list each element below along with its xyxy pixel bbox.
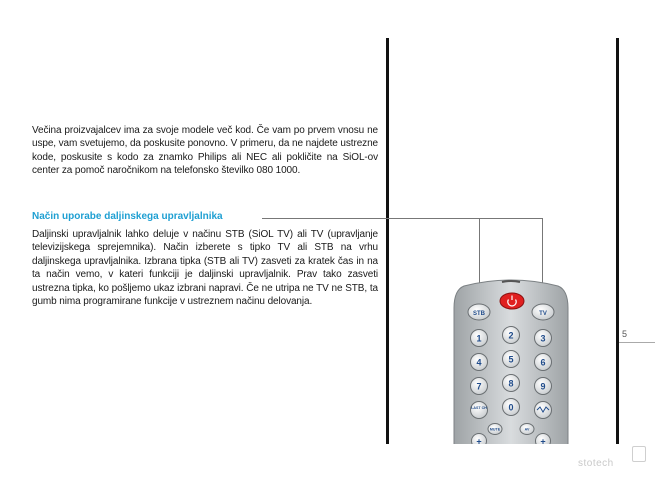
tv-button: [532, 304, 554, 320]
key-3: 3: [540, 333, 546, 344]
intro-paragraph: Večina proizvajalcev ima za svoje modele več kod. Če vam po prvem vnosu ne uspe, vam svetujemo, da poskusite ponovno. V primeru, da ne najdete ustrezne kode, poskusite s kodo za znamko Philips ali NEC ali pokličite na SiOL-ov center za pomoč naročnikom na telefonsko številko 080 1000.: [32, 125, 378, 177]
plus-icon: +: [476, 436, 482, 444]
key-2: 2: [508, 330, 514, 341]
tv-label: TV: [539, 311, 547, 317]
key-1: 1: [476, 333, 482, 344]
key-5: 5: [508, 354, 514, 365]
mute-label: MUTE: [489, 427, 501, 432]
remote-control-illustration: [452, 278, 570, 444]
section-heading: Način uporabe daljinskega upravljalnika: [32, 211, 223, 222]
column-divider-right: [616, 38, 619, 444]
key-7: 7: [476, 381, 482, 392]
callout-line: [262, 218, 543, 219]
document-icon: [632, 446, 646, 462]
page-number-rule: [619, 342, 655, 343]
key-4: 4: [476, 357, 482, 368]
stb-button: [468, 304, 490, 320]
key-9: 9: [540, 381, 546, 392]
key-8: 8: [508, 378, 514, 389]
column-divider-left: [386, 38, 389, 444]
av-label: AV: [524, 427, 530, 432]
key-0: 0: [508, 402, 514, 413]
usage-paragraph: Daljinski upravljalnik lahko deluje v načinu STB (SiOL TV) ali TV (upravljanje televizijskega sprejemnika). Način izberete s tipko TV ali STB na vrhu daljinskega upravljalnika. Izbrana tipka (STB ali TV) zasveti za kratek čas in na ta način vemo, v kateri funkciji je daljinski upravljalnik. Prav tako zasveti ustrezna tipka, ko pošljemo ukaz izbrani napravi. Če ne utripa ne TV ne STB, ta gumb nima programirane funkcije v ustreznem načinu delovanja.: [32, 229, 378, 308]
plus-icon: +: [540, 436, 546, 444]
page-number: 5: [622, 329, 628, 339]
key-6: 6: [540, 357, 546, 368]
brand-watermark: stotech: [578, 458, 614, 469]
last-ch-label: LAST CH: [471, 406, 487, 410]
power-button: [500, 293, 524, 309]
stb-label: STB: [473, 311, 485, 317]
